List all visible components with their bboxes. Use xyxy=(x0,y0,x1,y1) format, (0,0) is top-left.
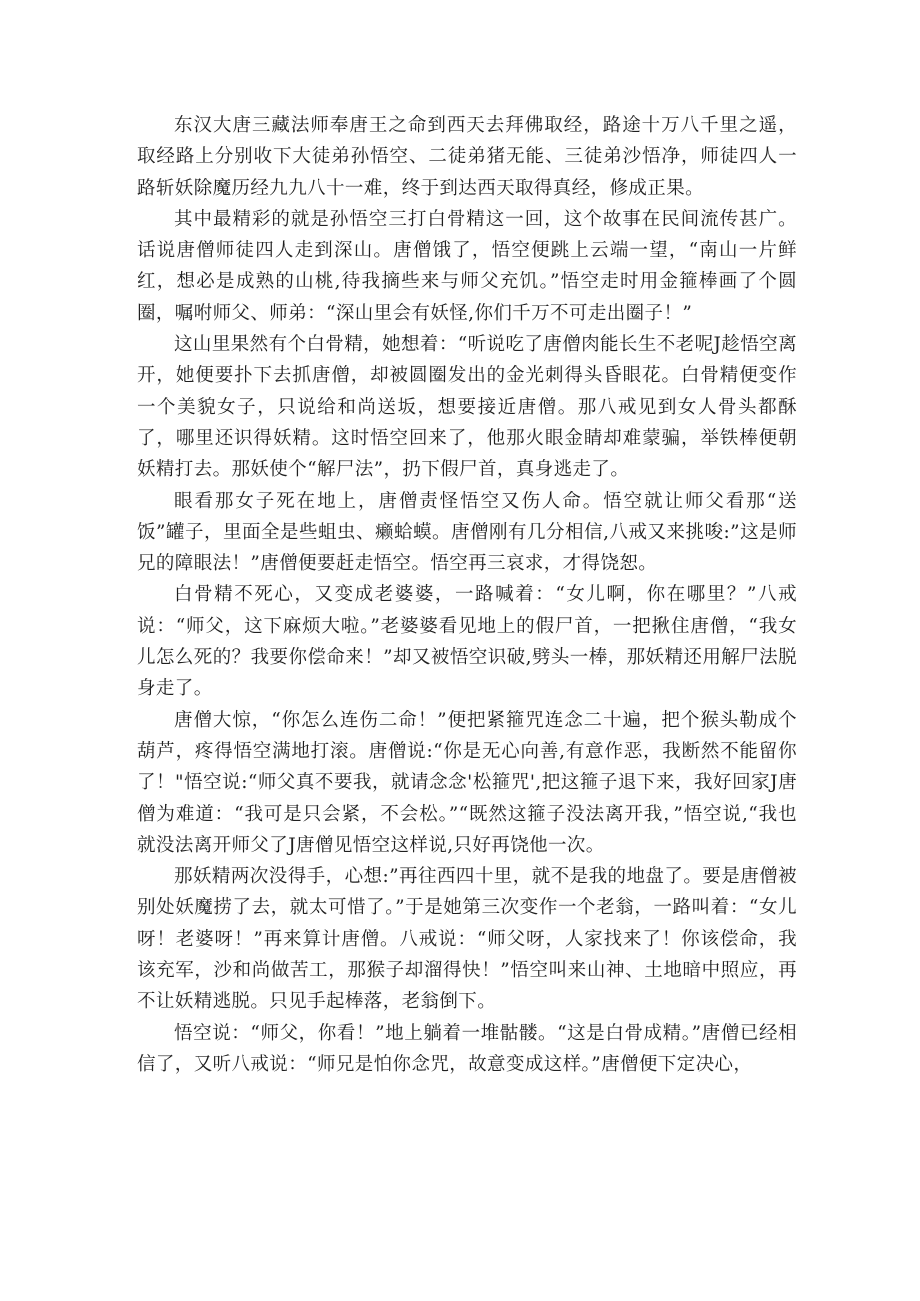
paragraph-8: 悟空说：“师父，你看！”地上躺着一堆骷髅。“这是白骨成精。”唐僧已经相信了，又听八戒说：“师兄是怕你念咒，故意变成这样。”唐僧便下定决心， xyxy=(137,1022,797,1075)
paragraph-2: 其中最精彩的就是孙悟空三打白骨精这一回，这个故事在民间流传甚广。话说唐僧师徒四人走到深山。唐僧饿了，悟空便跳上云端一望，“南山一片鲜红，想必是成熟的山桃,待我摘些来与师父充饥。”悟空走时用金箍棒画了个圆圈，嘱咐师父、师弟：“深山里会有妖怪,你们千万不可走出圈子！” xyxy=(137,208,797,324)
document-body xyxy=(137,110,797,1080)
paragraph-4: 眼看那女子死在地上，唐僧责怪悟空又伤人命。悟空就让师父看那“送饭”罐子，里面全是些蛆虫、癞蛤蟆。唐僧刚有几分相信,八戒又来挑唆:”这是师兄的障眼法！”唐僧便要赶走悟空。悟空再三哀求，才得饶恕。 xyxy=(137,490,797,575)
paragraph-7: 那妖精两次没得手，心想:”再往西四十里，就不是我的地盘了。要是唐僧被别处妖魔捞了去，就太可惜了。”于是她第三次变作一个老翁，一路叫着：“女儿呀！老婆呀！”再来算计唐僧。八戒说：“师父呀，人家找来了！你该偿命，我该充军，沙和尚做苦工，那猴子却溜得快！”悟空叫来山神、土地暗中照应，再不让妖精逃脱。只见手起棒落，老翁倒下。 xyxy=(137,866,797,1013)
paragraph-5: 白骨精不死心，又变成老婆婆，一路喊着：“女儿啊，你在哪里？”八戒说：“师父，这下麻烦大啦。”老婆婆看见地上的假尸首，一把揪住唐僧，“我女儿怎么死的？我要你偿命来！”却又被悟空识破,劈头一棒，那妖精还用解尸法脱身走了。 xyxy=(137,584,797,700)
paragraph-3: 这山里果然有个白骨精，她想着：“听说吃了唐僧肉能长生不老呢J趁悟空离开，她便要扑下去抓唐僧，却被圆圈发出的金光刺得头昏眼花。白骨精便变作一个美貌女子，只说给和尚送坂，想要接近唐僧。那八戒见到女人骨头都酥了，哪里还识得妖精。这时悟空回来了，他那火眼金睛却难蒙骗，举铁棒便朝妖精打去。那妖使个“解尸法”，扔下假尸首，真身逃走了。 xyxy=(137,334,797,481)
paragraph-6: 唐僧大惊，“你怎么连伤二命！”便把紧箍咒连念二十遍，把个猴头勒成个葫芦，疼得悟空满地打滚。唐僧说:“你是无心向善,有意作恶，我断然不能留你了！"悟空说:“师父真不要我，就请念念'松箍咒',把这箍子退下来，我好回家J唐僧为难道：“我可是只会紧，不会松。”“既然这箍子没法离开我，”悟空说,“我也就没法离开师父了J唐僧见悟空这样说,只好再饶他一次。 xyxy=(137,709,797,856)
paragraph-1: 东汉大唐三藏法师奉唐王之命到西天去拜佛取经，路途十万八千里之遥，取经路上分别收下大徒弟孙悟空、二徒弟猪无能、三徒弟沙悟净，师徒四人一路斩妖除魔历经九九八十一难，终于到达西天取得真经，修成正果。 xyxy=(137,115,797,199)
